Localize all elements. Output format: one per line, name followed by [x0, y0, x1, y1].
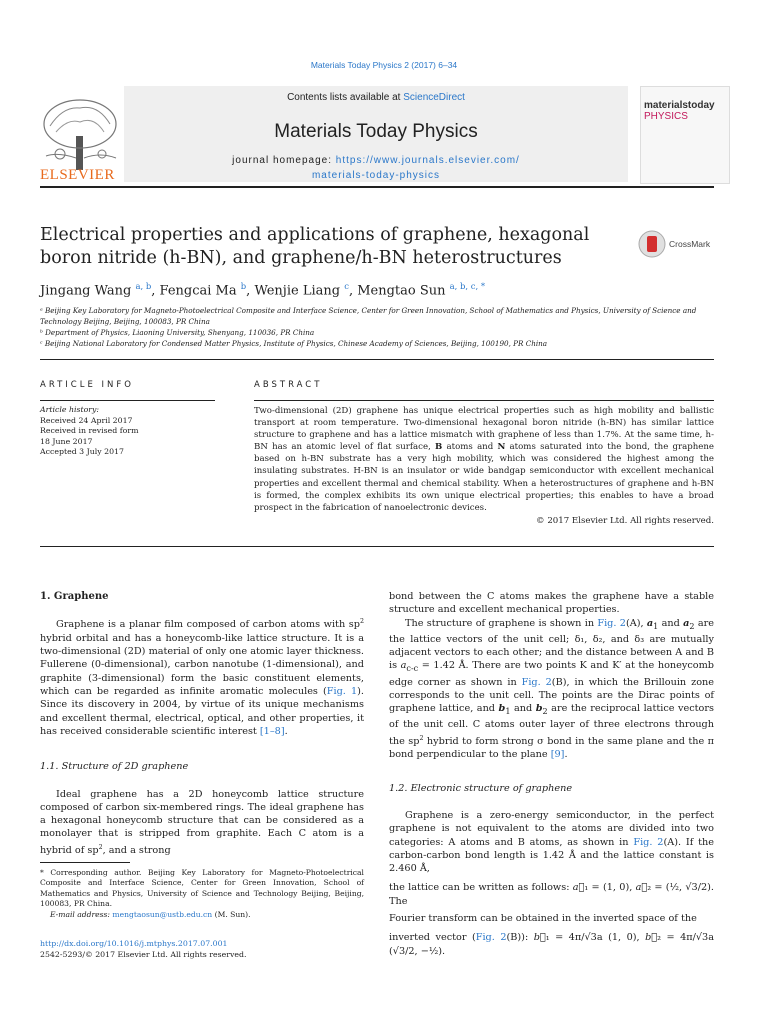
equation-line: the lattice can be written as follows: a⃗₁ = (1, 0), a⃗₂ = (½, √3/2). The: [389, 882, 714, 907]
paragraph: Graphene is a planar film composed of carbon atoms with $sp^2$ hybrid orbital and has a honeycomb-like lattice structure. It is a two-dimensional (2D) material of only one atomic layer thickness. Fullerene (0-dimensional), carbon nanotube (1-dimensional), and graphite (3-dimensional) form the basic constituent elements, which can be regarded as infinite aromatic molecules (Fig. 1). Since its discovery in 2004, by virtue of its unique mechanisms and excellent thermal, electrical, optical, and other properties, it has received considerable scientific interest [1–8].: [40, 618, 365, 737]
ref-link[interactable]: [1–8]: [259, 725, 285, 737]
subsection-heading: 1.2. Electronic structure of graphene: [389, 782, 573, 794]
author-name[interactable]: Fengcai Ma: [159, 283, 237, 299]
journal-homepage: journal homepage: https://www.journals.elsevier.com/ materials-today-physics: [232, 155, 520, 181]
paragraph: Graphene is a zero-energy semiconductor, in the perfect graphene is not equivalent to the atoms are divided into two categories: A atoms and B atoms, as shown in Fig. 2(A). If the carbon-carbon bond length is 1.42 Å and the lattice constant is 2.460 Å,: [389, 809, 714, 875]
subsection-heading: 1.1. Structure of 2D graphene: [40, 761, 189, 773]
paragraph: The structure of graphene is shown in Fig. 2(A), $a_1$ and $a_2$ are the lattice vectors of the unit cell; δ₁, δ₂, and δ₃ are mutually adjacent vectors to each other; and the distance between A and B is $a_{c-c} = 1.42$ Å. There are two points K and K′ at the honeycomb edge corner as shown in Fig. 2(B), in which the Brillouin zone corresponds to the unit cell. The points are the Dirac points of graphene lattice, and $b_1$ and $b_2$ are the reciprocal lattice vectors of the unit cell. C atoms outer layer of three electrons through the $sp^2$ hybrid to form strong σ bond in the same plane and the π bond perpendicular to the plane [9].: [389, 617, 715, 761]
body-rule: [40, 546, 714, 547]
equation-line: inverted vector (Fig. 2(B)): b⃗₁ = 4π/√3a (1, 0), b⃗₂ = 4π/√3a (√3/2, −½).: [389, 932, 714, 957]
left-column: [40, 590, 364, 857]
article-info-heading: ARTICLE INFO: [40, 380, 134, 390]
journal-title: Materials Today Physics: [274, 121, 478, 142]
corresponding-author-footnote: * Corresponding author. Beijing Key Laboratory for Magneto-Photoelectrical Composite and Interface Science, Center for Green Innovation, School of Mathematics and Physics, University of Science and Technology Beijing, Beijing, 100083, PR China. E-mail address: mengtaosun@ustb.edu.cn (M. Sun).: [40, 868, 364, 919]
elsevier-wordmark: ELSEVIER: [40, 167, 115, 183]
fig-link[interactable]: Fig. 2: [521, 676, 552, 688]
abstract-rule: [254, 400, 714, 401]
affiliation-c: ᶜ Beijing National Laboratory for Condensed Matter Physics, Institute of Physics, Chinese Academy of Sciences, Beijing, 100190, PR China: [40, 339, 548, 348]
sciencedirect-link[interactable]: ScienceDirect: [403, 92, 465, 103]
author-affil-sup[interactable]: c: [344, 281, 349, 291]
article-history: Article history: Received 24 April 2017 Received in revised form 18 June 2017 Accepted 3 July 2017: [40, 405, 139, 456]
article-title: Electrical properties and applications of graphene, hexagonal boron nitride (h-BN), and graphene/h-BN heterostructures: [40, 225, 590, 268]
doi-block: [40, 938, 246, 960]
article-info-rule: [40, 400, 215, 401]
crossmark-icon: [638, 230, 666, 258]
fig-link[interactable]: Fig. 2: [597, 617, 626, 629]
abstract-heading: ABSTRACT: [254, 380, 323, 390]
author-affil-sup[interactable]: a, b: [135, 281, 152, 291]
fig-link[interactable]: Fig. 2: [633, 836, 664, 848]
ref-link[interactable]: [9]: [550, 749, 565, 761]
doi-link[interactable]: http://dx.doi.org/10.1016/j.mtphys.2017.07.001: [40, 939, 228, 948]
right-column: [389, 590, 714, 958]
cover-title: materialstoday: [644, 100, 715, 111]
affiliations: [40, 305, 720, 349]
crossmark-badge[interactable]: [638, 230, 710, 258]
journal-reference[interactable]: Materials Today Physics 2 (2017) 6–34: [310, 60, 458, 70]
crossmark-label: CrossMark: [669, 239, 711, 249]
author-affil-sup[interactable]: a, b, c, *: [449, 281, 486, 291]
header-rule: [40, 186, 714, 188]
fig-link[interactable]: Fig. 2: [475, 932, 507, 944]
author-name[interactable]: Mengtao Sun: [357, 283, 446, 299]
abstract-text: Two-dimensional (2D) graphene has unique electrical properties such as high mobility and ballistic transport at room temperature. Two-dimensional hexagonal boron nitride (h-BN) has similar lattice structure to graphene and has a lattice mismatch with graphene of less than 1.7%. At the same time, h-BN has an atomic level of flat surface, B atoms and N atoms saturated into the bond, the graphene based on h-BN substrate has a very high mobility, which was considered the highest among the insulating substrates. H-BN is an insulator or wide bandgap semiconductor with excellent mechanical properties and excellent thermal and chemical stability. When a heterostructures of graphene and h-BN is formed, the complex exhibits its own unique electrical properties; this enables to have a broad prospect in the fabrication of nanoelectronic devices.: [254, 406, 714, 513]
paragraph: Ideal graphene has a 2D honeycomb lattice structure composed of carbon six-membered rings. The ideal graphene has a hexagonal honeycomb structure that can be considered as a monolayer that is stripped from graphite. Each C atom is a hybrid of $sp^2$, and a strong: [40, 788, 364, 856]
contents-line: Contents lists available at ScienceDirect: [287, 92, 465, 103]
issn-line: 2542-5293/© 2017 Elsevier Ltd. All rights reserved.: [40, 950, 247, 959]
section-rule: [40, 359, 714, 360]
footnote-rule: [40, 862, 130, 863]
affiliation-b: ᵇ Department of Physics, Liaoning University, Shenyang, 110036, PR China: [40, 328, 315, 337]
section-heading: 1. Graphene: [40, 591, 109, 602]
author-name[interactable]: Wenjie Liang: [254, 283, 341, 299]
homepage-link-cont[interactable]: materials-today-physics: [311, 170, 441, 181]
abstract-copyright: © 2017 Elsevier Ltd. All rights reserved.: [536, 516, 714, 526]
paragraph: bond between the C atoms makes the graphene have a stable structure and excellent mechanical properties.: [389, 591, 714, 616]
affiliation-a: ᵃ Beijing Key Laboratory for Magneto-Photoelectrical Composite and Interface Science, Center for Green Innovation, School of Mathematics and Physics, University of Science and Technology Beijing, Beijing, 100083, PR China: [40, 306, 697, 326]
author-affil-sup[interactable]: b: [240, 281, 247, 291]
cover-subtitle: PHYSICS: [644, 111, 688, 122]
paragraph: Fourier transform can be obtained in the inverted space of the: [389, 912, 697, 924]
author-name[interactable]: Jingang Wang: [40, 283, 132, 299]
email-link[interactable]: mengtaosun@ustb.edu.cn: [112, 909, 213, 919]
author-list: Jingang Wang $^{a, b}$, Fengcai Ma $^b$, Wenjie Liang $^c$, Mengtao Sun $^{a, b, c, *}$: [40, 281, 486, 299]
fig-link[interactable]: Fig. 1: [326, 686, 358, 698]
homepage-link[interactable]: https://www.journals.elsevier.com/: [335, 155, 520, 166]
